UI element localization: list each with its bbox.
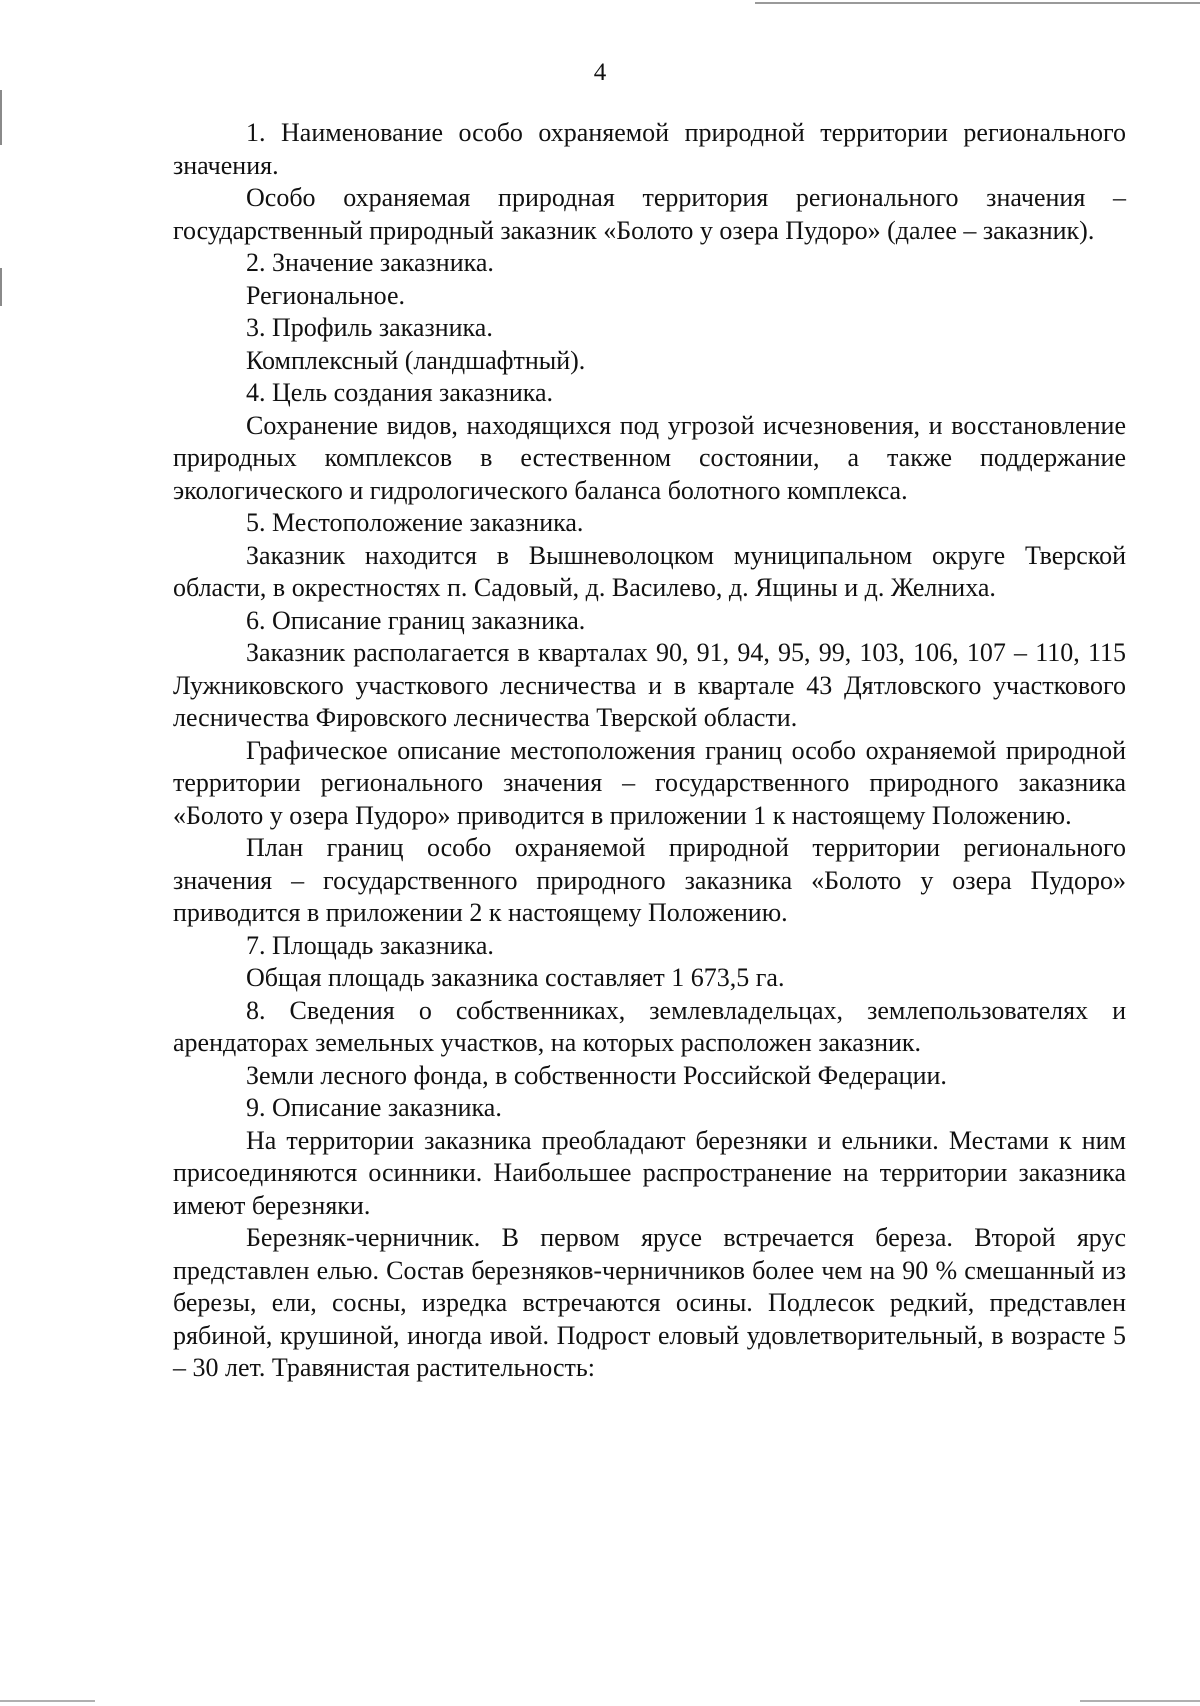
paragraph: 1. Наименование особо охраняемой природной территории регионального значения.	[173, 118, 1126, 180]
paragraph: 5. Местоположение заказника.	[246, 508, 584, 537]
scan-edge-line-bottom	[0, 1700, 95, 1702]
paragraph: Общая площадь заказника составляет 1 673,5 га.	[246, 963, 785, 992]
document-body	[173, 117, 1126, 1385]
paragraph: Заказник располагается в кварталах 90, 91, 94, 95, 99, 103, 106, 107 – 110, 115 Лужниковского участкового лесничества и в квартале 43 Дятловского участкового лесничества Фировского лесничества Тверской области.	[173, 638, 1126, 732]
paragraph: Заказник находится в Вышневолоцком муниципальном округе Тверской области, в окрестностях п. Садовый, д. Василево, д. Ящины и д. Желниха.	[173, 540, 1126, 602]
paragraph: Сохранение видов, находящихся под угрозой исчезновения, и восстановление природных комплексов в естественном состоянии, а также поддержание экологического и гидрологического баланса болотного комплекса.	[173, 410, 1126, 505]
paragraph: Комплексный (ландшафтный).	[246, 345, 586, 375]
paragraph: 9. Описание заказника.	[246, 1093, 502, 1122]
paragraph: План границ особо охраняемой природной территории регионального значения – государственного природного заказника «Болото у озера Пудоро» приводится в приложении 2 к настоящему Положению.	[173, 833, 1126, 927]
paragraph: Региональное.	[246, 280, 406, 310]
scan-edge-line-top	[755, 2, 1200, 4]
paragraph: 7. Площадь заказника.	[246, 930, 494, 960]
paragraph: 6. Описание границ заказника.	[246, 605, 586, 635]
paragraph: Березняк-черничник. В первом ярусе встречается береза. Второй ярус представлен елью. Состав березняков-черничников более чем на 90 % смешанный из березы, ели, сосны, изредка встречаются осины. Подлесок редкий, представлен рябиной, крушиной, иногда ивой. Подрост еловый удовлетворительный, в возрасте 5 – 30 лет. Травянистая растительность:	[173, 1223, 1126, 1382]
scan-edge-line-bottom	[1080, 1700, 1200, 1702]
paragraph: На территории заказника преобладают березняки и ельники. Местами к ним присоединяются осинники. Наибольшее распространение на территории заказника имеют березняки.	[173, 1125, 1126, 1220]
scan-edge-line-left	[0, 90, 2, 145]
paragraph: 4. Цель создания заказника.	[246, 378, 554, 407]
paragraph: 2. Значение заказника.	[246, 248, 494, 277]
paragraph: Земли лесного фонда, в собственности Российской Федерации.	[246, 1060, 947, 1090]
paragraph: Особо охраняемая природная территория регионального значения – государственный природный заказник «Болото у озера Пудоро» (далее – заказник).	[173, 183, 1126, 245]
paragraph: 3. Профиль заказника.	[246, 313, 493, 342]
paragraph: Графическое описание местоположения границ особо охраняемой природной территории регионального значения – государственного природного заказника «Болото у озера Пудоро» приводится в приложении 1 к настоящему Положению.	[173, 735, 1126, 830]
page-number: 4	[593, 59, 607, 86]
scan-edge-line-left	[0, 268, 2, 306]
paragraph: 8. Сведения о собственниках, землевладельцах, землепользователях и арендаторах земельных участков, на которых расположен заказник.	[173, 995, 1126, 1057]
